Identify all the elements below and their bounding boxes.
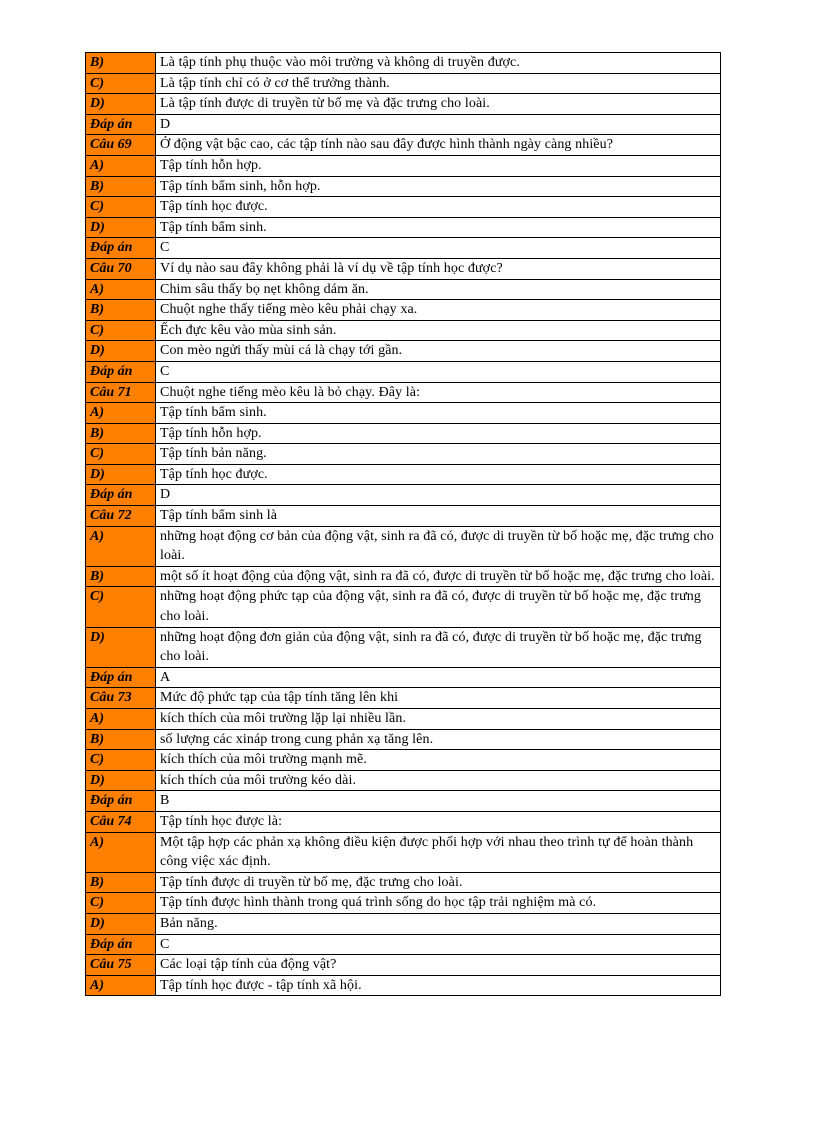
quiz-table-body xyxy=(86,53,721,996)
row-label: B) xyxy=(86,300,156,321)
table-row xyxy=(86,688,721,709)
row-label: Đáp án xyxy=(86,361,156,382)
table-row xyxy=(86,403,721,424)
row-label: Câu 72 xyxy=(86,506,156,527)
row-text: C xyxy=(156,361,721,382)
row-label: Câu 70 xyxy=(86,258,156,279)
row-label: D) xyxy=(86,217,156,238)
row-text: Tập tính bẩm sinh là xyxy=(156,506,721,527)
row-label: C) xyxy=(86,73,156,94)
row-label: Đáp án xyxy=(86,238,156,259)
row-label: B) xyxy=(86,423,156,444)
table-row xyxy=(86,361,721,382)
row-label: Đáp án xyxy=(86,114,156,135)
table-row xyxy=(86,217,721,238)
table-row xyxy=(86,341,721,362)
row-text: C xyxy=(156,934,721,955)
row-label: C) xyxy=(86,750,156,771)
row-text: C xyxy=(156,238,721,259)
table-row xyxy=(86,729,721,750)
table-row xyxy=(86,197,721,218)
row-text: Tập tính học được. xyxy=(156,464,721,485)
table-row xyxy=(86,526,721,566)
row-label: D) xyxy=(86,770,156,791)
row-text: Các loại tập tính của động vật? xyxy=(156,955,721,976)
row-label: D) xyxy=(86,627,156,667)
table-row xyxy=(86,667,721,688)
row-label: B) xyxy=(86,53,156,74)
row-text: Tập tính học được. xyxy=(156,197,721,218)
table-row xyxy=(86,176,721,197)
row-label: B) xyxy=(86,176,156,197)
table-row xyxy=(86,750,721,771)
row-text: Chim sâu thấy bọ nẹt không dám ăn. xyxy=(156,279,721,300)
row-text: Tập tính bẩm sinh. xyxy=(156,217,721,238)
table-row xyxy=(86,464,721,485)
row-text: Tập tính bẩm sinh. xyxy=(156,403,721,424)
row-label: Đáp án xyxy=(86,667,156,688)
table-row xyxy=(86,955,721,976)
row-label: A) xyxy=(86,832,156,872)
table-row xyxy=(86,155,721,176)
table-row xyxy=(86,485,721,506)
row-text: những hoạt động đơn giản của động vật, sinh ra đã có, được di truyền từ bố hoặc mẹ, đặc trưng cho loài. xyxy=(156,627,721,667)
quiz-table xyxy=(85,52,721,996)
table-row xyxy=(86,114,721,135)
row-text: số lượng các xináp trong cung phản xạ tăng lên. xyxy=(156,729,721,750)
table-row xyxy=(86,423,721,444)
table-row xyxy=(86,53,721,74)
table-row xyxy=(86,587,721,627)
table-row xyxy=(86,872,721,893)
row-text: Ở động vật bậc cao, các tập tính nào sau đây được hình thành ngày càng nhiều? xyxy=(156,135,721,156)
row-text: Bản năng. xyxy=(156,913,721,934)
row-text: những hoạt động cơ bản của động vật, sinh ra đã có, được di truyền từ bố hoặc mẹ, đặc trưng cho loài. xyxy=(156,526,721,566)
row-text: một số ít hoạt động của động vật, sinh ra đã có, được di truyền từ bố hoặc mẹ, đặc trưng cho loài. xyxy=(156,566,721,587)
row-label: A) xyxy=(86,975,156,996)
row-label: C) xyxy=(86,320,156,341)
row-label: C) xyxy=(86,197,156,218)
row-text: Tập tính học được là: xyxy=(156,811,721,832)
table-row xyxy=(86,444,721,465)
row-text: Tập tính học được - tập tính xã hội. xyxy=(156,975,721,996)
row-label: Câu 69 xyxy=(86,135,156,156)
row-text: Một tập hợp các phản xạ không điều kiện được phối hợp với nhau theo trình tự để hoàn thành công việc xác định. xyxy=(156,832,721,872)
table-row xyxy=(86,913,721,934)
row-label: D) xyxy=(86,341,156,362)
row-text: Là tập tính chỉ có ở cơ thể trưởng thành. xyxy=(156,73,721,94)
row-text: Tập tính được hình thành trong quá trình sống do học tập trải nghiệm mà có. xyxy=(156,893,721,914)
table-row xyxy=(86,506,721,527)
row-label: C) xyxy=(86,893,156,914)
row-label: Câu 73 xyxy=(86,688,156,709)
row-text: những hoạt động phức tạp của động vật, sinh ra đã có, được di truyền từ bố hoặc mẹ, đặc trưng cho loài. xyxy=(156,587,721,627)
row-label: A) xyxy=(86,526,156,566)
row-text: Tập tính hỗn hợp. xyxy=(156,155,721,176)
row-label: A) xyxy=(86,709,156,730)
row-text: A xyxy=(156,667,721,688)
table-row xyxy=(86,934,721,955)
row-label: Đáp án xyxy=(86,934,156,955)
row-text: Là tập tính phụ thuộc vào môi trường và không di truyền được. xyxy=(156,53,721,74)
row-text: Tập tính hỗn hợp. xyxy=(156,423,721,444)
table-row xyxy=(86,975,721,996)
row-label: B) xyxy=(86,729,156,750)
row-text: Chuột nghe tiếng mèo kêu là bỏ chạy. Đây là: xyxy=(156,382,721,403)
row-text: kích thích của môi trường mạnh mẽ. xyxy=(156,750,721,771)
table-row xyxy=(86,258,721,279)
row-label: Câu 75 xyxy=(86,955,156,976)
table-row xyxy=(86,279,721,300)
row-label: A) xyxy=(86,279,156,300)
row-label: Đáp án xyxy=(86,791,156,812)
table-row xyxy=(86,238,721,259)
row-label: D) xyxy=(86,464,156,485)
row-label: D) xyxy=(86,913,156,934)
row-text: B xyxy=(156,791,721,812)
row-text: Tập tính bản năng. xyxy=(156,444,721,465)
row-text: Là tập tính được di truyền từ bố mẹ và đặc trưng cho loài. xyxy=(156,94,721,115)
row-text: D xyxy=(156,485,721,506)
table-row xyxy=(86,566,721,587)
row-text: Ếch đực kêu vào mùa sinh sản. xyxy=(156,320,721,341)
table-row xyxy=(86,811,721,832)
table-row xyxy=(86,893,721,914)
table-row xyxy=(86,770,721,791)
row-label: Câu 71 xyxy=(86,382,156,403)
row-label: Câu 74 xyxy=(86,811,156,832)
row-text: Tập tính được di truyền từ bố mẹ, đặc trưng cho loài. xyxy=(156,872,721,893)
row-label: C) xyxy=(86,587,156,627)
table-row xyxy=(86,791,721,812)
row-text: kích thích của môi trường lặp lại nhiều lần. xyxy=(156,709,721,730)
row-label: A) xyxy=(86,155,156,176)
table-row xyxy=(86,320,721,341)
table-row xyxy=(86,300,721,321)
row-text: Con mèo ngửi thấy mùi cá là chạy tới gần. xyxy=(156,341,721,362)
row-text: Mức độ phức tạp của tập tính tăng lên khi xyxy=(156,688,721,709)
table-row xyxy=(86,832,721,872)
table-row xyxy=(86,135,721,156)
table-row xyxy=(86,73,721,94)
table-row xyxy=(86,709,721,730)
row-text: D xyxy=(156,114,721,135)
row-text: Ví dụ nào sau đây không phải là ví dụ về tập tính học được? xyxy=(156,258,721,279)
row-label: D) xyxy=(86,94,156,115)
row-label: C) xyxy=(86,444,156,465)
table-row xyxy=(86,94,721,115)
row-text: Chuột nghe thấy tiếng mèo kêu phải chạy xa. xyxy=(156,300,721,321)
row-label: Đáp án xyxy=(86,485,156,506)
table-row xyxy=(86,382,721,403)
table-row xyxy=(86,627,721,667)
row-text: Tập tính bẩm sinh, hỗn hợp. xyxy=(156,176,721,197)
row-label: A) xyxy=(86,403,156,424)
row-label: B) xyxy=(86,872,156,893)
row-text: kích thích của môi trường kéo dài. xyxy=(156,770,721,791)
row-label: B) xyxy=(86,566,156,587)
